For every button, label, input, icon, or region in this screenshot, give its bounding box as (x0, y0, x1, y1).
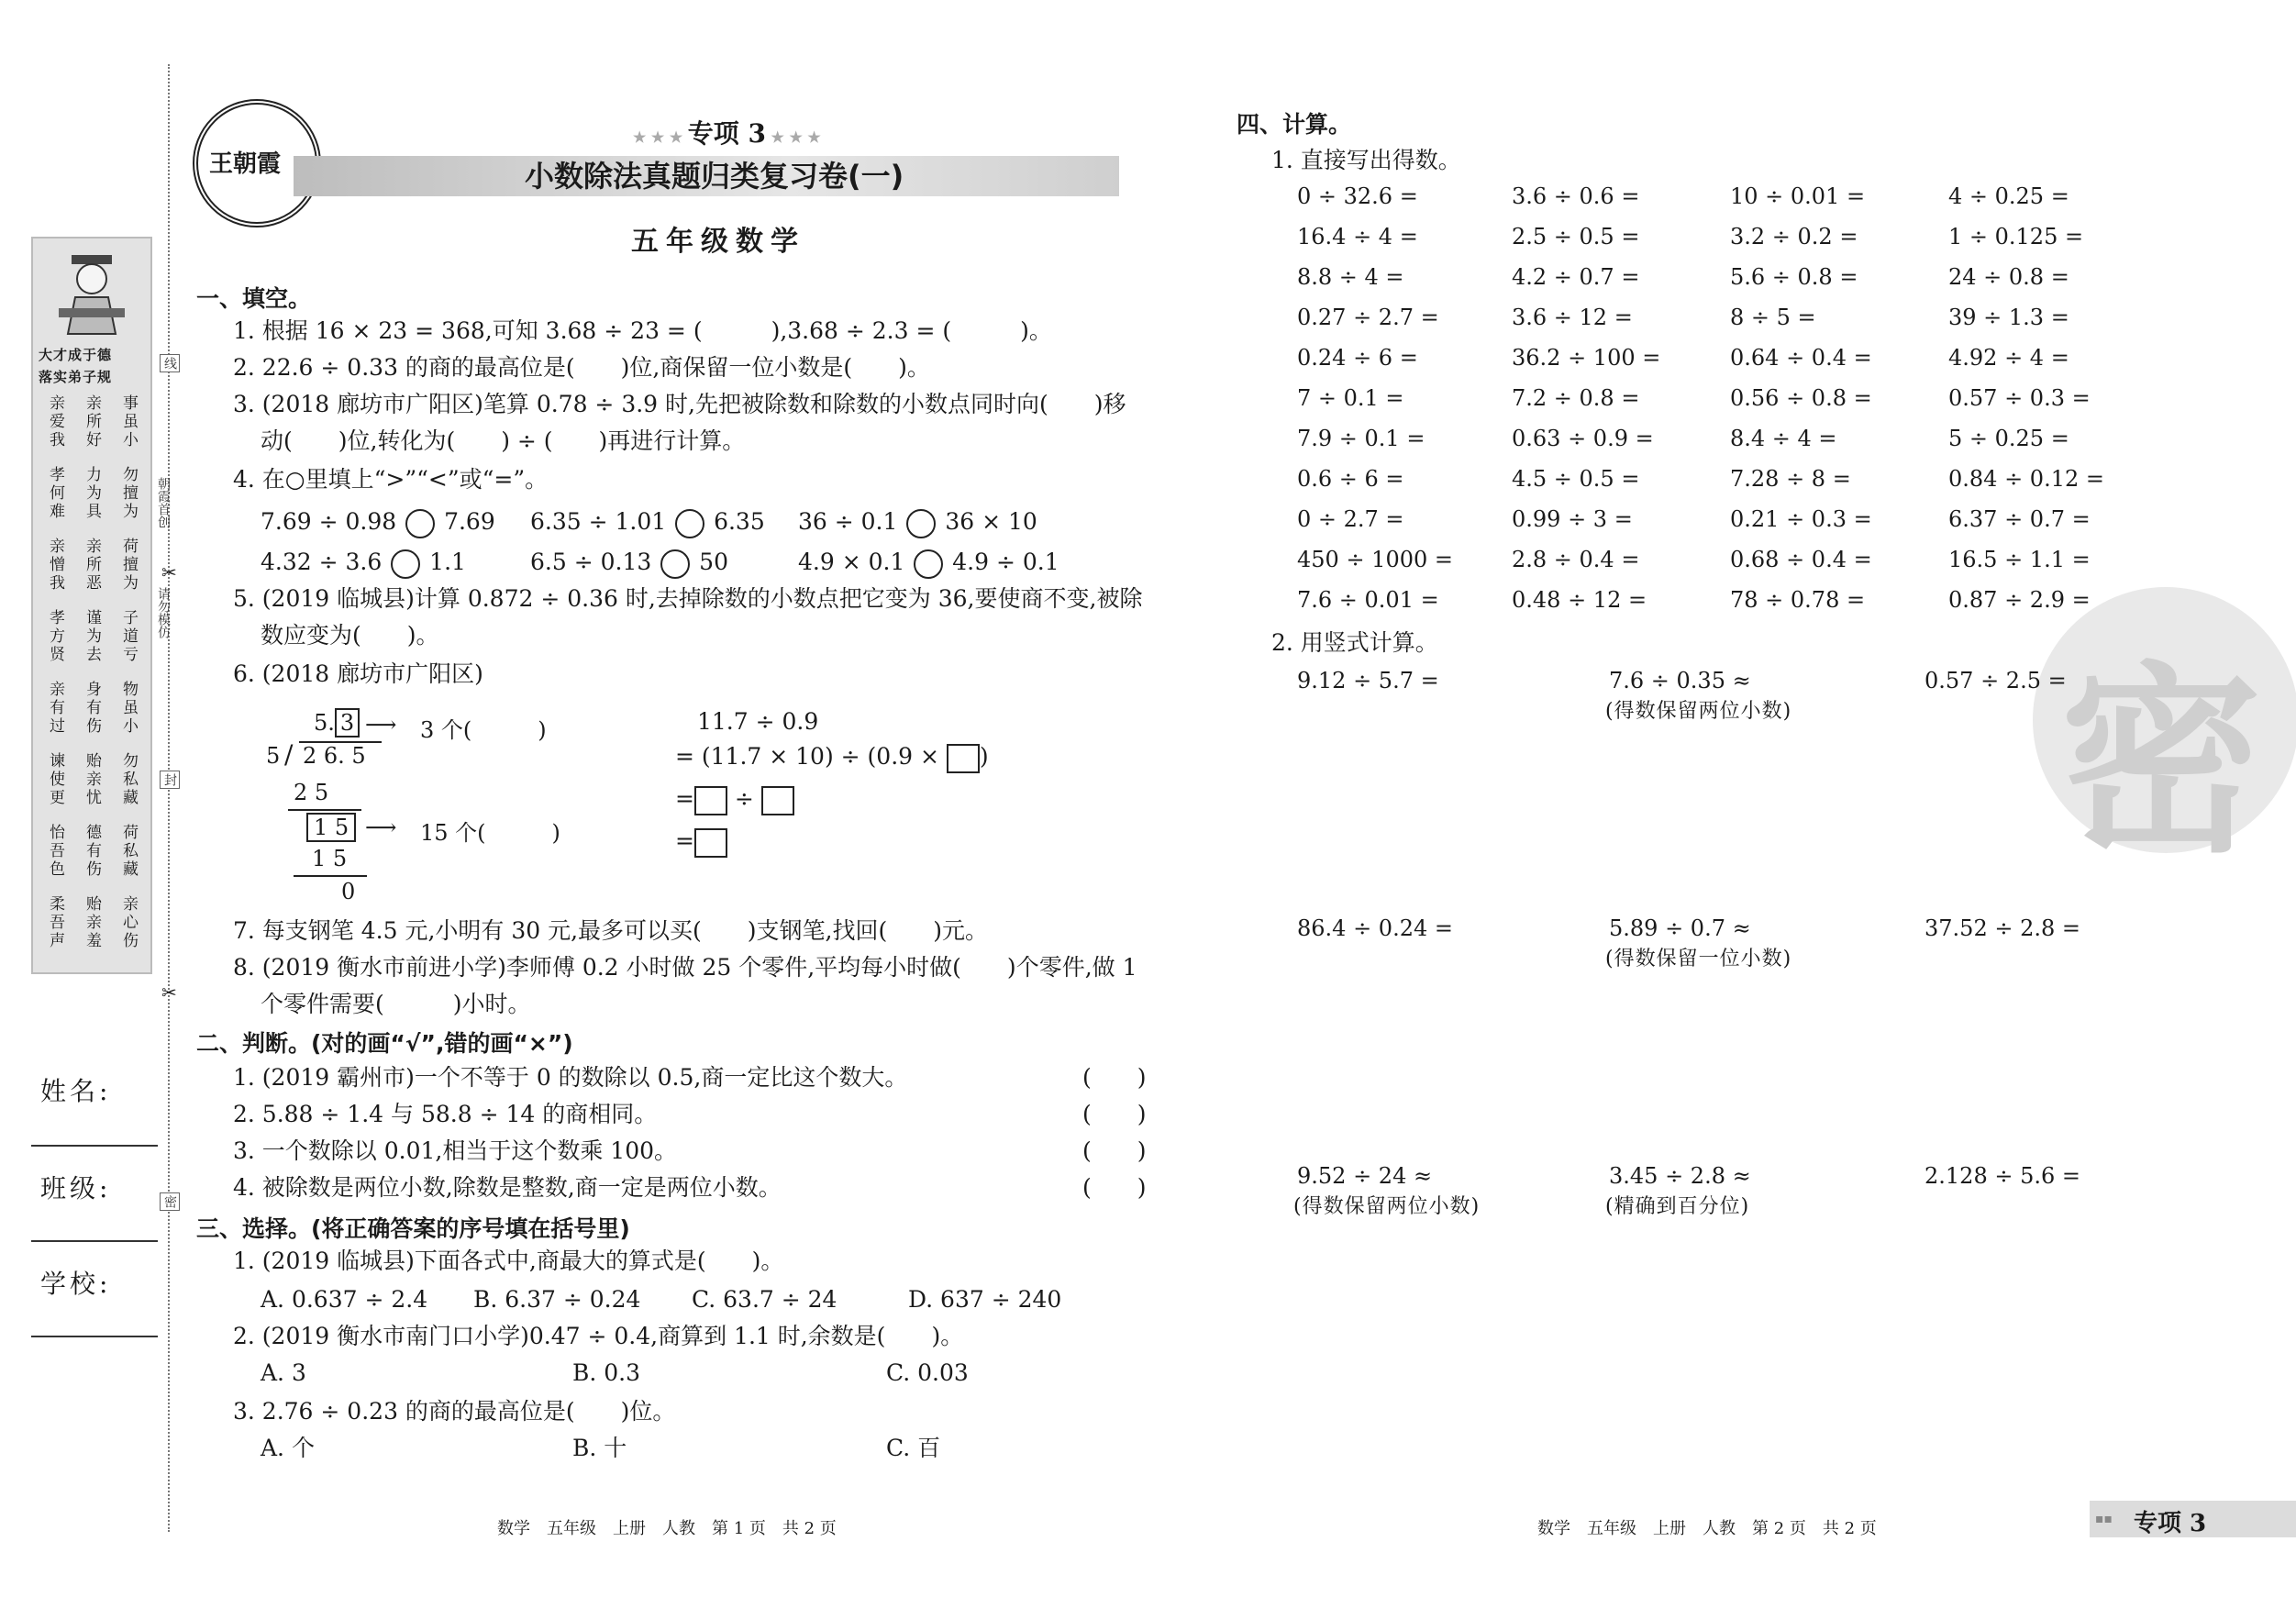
vertical-calc-expr: 0.57 ÷ 2.5 = (1924, 668, 2067, 693)
watermark-glyph: 密 (2060, 645, 2263, 880)
compare-circle[interactable] (906, 509, 936, 538)
answer-box[interactable] (761, 786, 794, 815)
calc-item: 0 ÷ 2.7 = (1297, 506, 1404, 532)
fill-q1: 1. 根据 16 × 23 = 368,可知 3.68 ÷ 23 = ( ),3.68 ÷ 2.3 = ( )。 (233, 317, 1052, 344)
calc-item: 0.68 ÷ 0.4 = (1730, 547, 1872, 572)
class-label: 班级: (40, 1173, 112, 1203)
vertical-calc-note: (得数保留两位小数) (1605, 700, 1792, 723)
choice-q2-c[interactable]: C. 0.03 (886, 1359, 969, 1386)
calc-item: 5 ÷ 0.25 = (1948, 426, 2069, 451)
binding-mark-nocopy: 请勿模仿 (156, 587, 171, 638)
eq-line-3: = ÷ (675, 783, 794, 815)
vertical-calc-expr: 86.4 ÷ 0.24 = (1297, 915, 1453, 941)
calc-item: 0.57 ÷ 0.3 = (1948, 385, 2091, 411)
choice-q2-b[interactable]: B. 0.3 (572, 1359, 641, 1386)
calc-item: 16.5 ÷ 1.1 = (1948, 547, 2091, 572)
judge-answer-2[interactable]: ( ) (1082, 1101, 1147, 1127)
note-1: 3 个( ) (420, 717, 547, 743)
dizigui-column: 物虽小 (119, 681, 138, 736)
calc-sub1: 1. 直接写出得数。 (1271, 147, 1461, 173)
fill-q3-line1: 3. (2018 廊坊市广阳区)笔算 0.78 ÷ 3.9 时,先把被除数和除数的小数点同时向( )移 (233, 391, 1126, 417)
dizigui-column: 亲爱我 (46, 394, 64, 449)
calc-item: 8 ÷ 5 = (1730, 305, 1816, 330)
page-title: 小数除法真题归类复习卷(一) (525, 159, 904, 194)
binding-mark-original: 朝霞首创 (156, 477, 171, 528)
answer-box[interactable] (694, 786, 727, 815)
choice-q3-b[interactable]: B. 十 (572, 1435, 627, 1461)
calc-item: 0.21 ÷ 0.3 = (1730, 506, 1872, 532)
binding-mark-secret: 密 (160, 1192, 180, 1211)
dizigui-column: 力为具 (83, 466, 101, 521)
calc-item: 1 ÷ 0.125 = (1948, 224, 2084, 250)
vertical-calc-expr: 5.89 ÷ 0.7 ≈ (1609, 915, 1751, 941)
arrow-icon: ⟶ (365, 815, 397, 840)
arrow-icon: ⟶ (365, 712, 397, 738)
choice-q1: 1. (2019 临城县)下面各式中,商最大的算式是( )。 (233, 1248, 784, 1274)
calc-item: 0.6 ÷ 6 = (1297, 466, 1404, 492)
vertical-calc-expr: 9.52 ÷ 24 ≈ (1297, 1163, 1433, 1189)
choice-q3: 3. 2.76 ÷ 0.23 的商的最高位是( )位。 (233, 1398, 676, 1425)
compare-circle[interactable] (405, 509, 435, 538)
calc-item: 2.5 ÷ 0.5 = (1512, 224, 1640, 250)
dizigui-text (39, 394, 147, 963)
quotient: 5. 3 (314, 710, 360, 736)
dizigui-column: 谨为去 (83, 609, 101, 664)
compare-item: 4.32 ÷ 3.6 1.1 (261, 547, 466, 579)
calc-item: 7.9 ÷ 0.1 = (1297, 426, 1425, 451)
motto-panel (31, 237, 152, 974)
fill-q8-line2: 个零件需要( )小时。 (261, 991, 531, 1017)
divisor: 5 (266, 743, 281, 769)
calc-item: 4 ÷ 0.25 = (1948, 183, 2069, 209)
name-field[interactable] (31, 1145, 158, 1147)
vertical-calc-expr: 37.52 ÷ 2.8 = (1924, 915, 2080, 941)
remainder: 0 (341, 879, 356, 904)
dizigui-column: 孝方贤 (46, 609, 64, 664)
note-2: 15 个( ) (420, 820, 560, 846)
dizigui-column: 亲所好 (83, 394, 101, 449)
vertical-calc-expr: 2.128 ÷ 5.6 = (1924, 1163, 2080, 1189)
judge-q1: 1. (2019 霸州市)一个不等于 0 的数除以 0.5,商一定比这个数大。 (233, 1064, 908, 1091)
calc-item: 0.87 ÷ 2.9 = (1948, 587, 2091, 613)
vertical-calc-expr: 9.12 ÷ 5.7 = (1297, 668, 1439, 693)
calc-item: 3.6 ÷ 12 = (1512, 305, 1633, 330)
vertical-calc-note: (得数保留两位小数) (1293, 1195, 1481, 1218)
dizigui-column: 亲所恶 (83, 538, 101, 593)
dizigui-column: 勿私藏 (119, 752, 138, 807)
judge-answer-1[interactable]: ( ) (1082, 1064, 1147, 1091)
dizigui-column: 柔吾声 (46, 895, 64, 950)
judge-answer-3[interactable]: ( ) (1082, 1137, 1147, 1164)
calc-item: 0.48 ÷ 12 = (1512, 587, 1647, 613)
compare-circle[interactable] (391, 549, 420, 579)
scholar-figure (55, 251, 128, 339)
calc-item: 8.4 ÷ 4 = (1730, 426, 1837, 451)
page-subtitle: 五年级数学 (631, 226, 805, 258)
fill-q2: 2. 22.6 ÷ 0.33 的商的最高位是( )位,商保留一位小数是( )。 (233, 354, 930, 381)
motto-line-1: 大才成于德 (39, 347, 113, 363)
calc-item: 0.24 ÷ 6 = (1297, 345, 1418, 371)
scissors-icon: ✂ (161, 561, 177, 583)
fill-q3-line2: 动( )位,转化为( ) ÷ ( )再进行计算。 (261, 427, 746, 454)
binding-line (168, 64, 170, 1532)
calc-item: 5.6 ÷ 0.8 = (1730, 264, 1858, 290)
footer-tab-label: 专项 3 (2134, 1510, 2207, 1537)
step-line (294, 875, 367, 877)
binding-mark-line: 线 (160, 354, 180, 372)
fill-q5-line2: 数应变为( )。 (261, 622, 439, 649)
step-3: 1 5 (312, 846, 348, 871)
dizigui-column: 贻亲羞 (83, 895, 101, 950)
calc-item: 450 ÷ 1000 = (1297, 547, 1453, 572)
choice-q2-a[interactable]: A. 3 (261, 1359, 306, 1386)
bracket-slash: / (284, 739, 294, 770)
tab-decor-icon: ▪▪ (2095, 1512, 2113, 1526)
calc-item: 10 ÷ 0.01 = (1730, 183, 1866, 209)
dizigui-column: 荷擅为 (119, 538, 138, 593)
calc-item: 3.6 ÷ 0.6 = (1512, 183, 1640, 209)
compare-item: 4.9 × 0.1 4.9 ÷ 0.1 (798, 547, 1059, 579)
dizigui-column: 事虽小 (119, 394, 138, 449)
judge-q2: 2. 5.88 ÷ 1.4 与 58.8 ÷ 14 的商相同。 (233, 1101, 658, 1127)
choice-q3-c[interactable]: C. 百 (886, 1435, 941, 1461)
fill-q7: 7. 每支钢笔 4.5 元,小明有 30 元,最多可以买( )支钢笔,找回( )元。 (233, 917, 989, 944)
step-line (288, 809, 361, 811)
compare-item: 36 ÷ 0.1 36 × 10 (798, 506, 1037, 538)
section-judge: 二、判断。(对的画“√”,错的画“×”) (196, 1030, 573, 1057)
judge-answer-4[interactable]: ( ) (1082, 1174, 1147, 1201)
fill-q6: 6. (2018 廊坊市广阳区) (233, 660, 483, 687)
vertical-calc-note: (得数保留一位小数) (1605, 948, 1792, 970)
calc-item: 7.2 ÷ 0.8 = (1512, 385, 1640, 411)
choice-q1-b[interactable]: B. 6.37 ÷ 0.24 (473, 1286, 641, 1313)
calc-item: 0.64 ÷ 0.4 = (1730, 345, 1872, 371)
calc-item: 7.28 ÷ 8 = (1730, 466, 1851, 492)
compare-circle[interactable] (914, 549, 943, 579)
vertical-calc-expr: 7.6 ÷ 0.35 ≈ (1609, 668, 1751, 693)
compare-item: 6.5 ÷ 0.13 50 (530, 547, 728, 579)
logo-text: 王朝霞 (209, 150, 282, 178)
compare-circle[interactable] (675, 509, 704, 538)
class-field[interactable] (31, 1240, 158, 1242)
binding-mark-seal: 封 (160, 771, 180, 789)
calc-item: 0.56 ÷ 0.8 = (1730, 385, 1872, 411)
calc-item: 4.92 ÷ 4 = (1948, 345, 2069, 371)
dizigui-column: 贻亲忧 (83, 752, 101, 807)
vertical-calc-expr: 3.45 ÷ 2.8 ≈ (1609, 1163, 1751, 1189)
dizigui-column: 勿擅为 (119, 466, 138, 521)
choice-q1-d[interactable]: D. 637 ÷ 240 (908, 1286, 1062, 1313)
choice-q3-a[interactable]: A. 个 (261, 1435, 315, 1461)
dizigui-column: 亲憎我 (46, 538, 64, 593)
scissors-icon-2: ✂ (161, 981, 177, 1004)
calc-sub2: 2. 用竖式计算。 (1271, 629, 1438, 656)
motto-line-2: 落实弟子规 (39, 369, 113, 385)
school-field[interactable] (31, 1336, 158, 1337)
calc-item: 3.2 ÷ 0.2 = (1730, 224, 1858, 250)
calc-item: 6.37 ÷ 0.7 = (1948, 506, 2091, 532)
eq-line-2: = (11.7 × 10) ÷ (0.9 × ) (675, 741, 989, 773)
dizigui-column: 亲心伤 (119, 895, 138, 950)
calc-item: 0 ÷ 32.6 = (1297, 183, 1418, 209)
calc-item: 0.99 ÷ 3 = (1512, 506, 1633, 532)
direct-calc-grid (1297, 183, 2104, 633)
calc-item: 39 ÷ 1.3 = (1948, 305, 2069, 330)
dizigui-column: 亲有过 (46, 681, 64, 736)
school-label: 学校: (40, 1269, 112, 1299)
calc-item: 4.5 ÷ 0.5 = (1512, 466, 1640, 492)
long-division (266, 706, 569, 908)
calc-item: 0.63 ÷ 0.9 = (1512, 426, 1654, 451)
dizigui-column: 子道亏 (119, 609, 138, 664)
calc-item: 78 ÷ 0.78 = (1730, 587, 1866, 613)
dizigui-column: 荷私藏 (119, 824, 138, 879)
calc-item: 4.2 ÷ 0.7 = (1512, 264, 1640, 290)
section-fill-blank: 一、填空。 (196, 285, 312, 312)
judge-q4: 4. 被除数是两位小数,除数是整数,商一定是两位小数。 (233, 1174, 782, 1201)
footer-tab (2090, 1501, 2296, 1537)
calc-item: 24 ÷ 0.8 = (1948, 264, 2069, 290)
vertical-calc-note: (精确到百分位) (1605, 1195, 1750, 1218)
fill-q8-line1: 8. (2019 衡水市前进小学)李师傅 0.2 小时做 25 个零件,平均每小时做( )个零件,做 1 (233, 954, 1137, 981)
calc-item: 36.2 ÷ 100 = (1512, 345, 1661, 371)
quotient-box: 3 (335, 708, 360, 738)
calc-item: 16.4 ÷ 4 = (1297, 224, 1418, 250)
calc-item: 7.6 ÷ 0.01 = (1297, 587, 1439, 613)
calc-item: 2.8 ÷ 0.4 = (1512, 547, 1640, 572)
dizigui-column: 德有伤 (83, 824, 101, 879)
judge-q3: 3. 一个数除以 0.01,相当于这个数乘 100。 (233, 1137, 678, 1164)
calc-item: 7 ÷ 0.1 = (1297, 385, 1404, 411)
fill-q5-line1: 5. (2019 临城县)计算 0.872 ÷ 0.36 时,去掉除数的小数点把它变为 36,要使商不变,被除 (233, 585, 1143, 612)
section-choice: 三、选择。(将正确答案的序号填在括号里) (196, 1215, 630, 1242)
fill-q4: 4. 在○里填上“>”“<”或“=”。 (233, 466, 549, 493)
dizigui-column: 谏使更 (46, 752, 64, 807)
answer-box[interactable] (947, 744, 980, 773)
dividend: 2 6. 5 (303, 743, 366, 769)
dizigui-column: 孝何难 (46, 466, 64, 521)
series-label: ★ ★ ★ 专项 3 ★ ★ ★ (633, 118, 821, 149)
section-calc: 四、计算。 (1237, 111, 1352, 138)
answer-box[interactable] (694, 828, 727, 858)
calc-item: 8.8 ÷ 4 = (1297, 264, 1404, 290)
name-label: 姓名: (40, 1076, 112, 1106)
calc-item: 0.84 ÷ 0.12 = (1948, 466, 2104, 492)
footer-right: 数学 五年级 上册 人教 第 2 页 共 2 页 (1537, 1519, 1877, 1538)
compare-circle[interactable] (660, 549, 690, 579)
step-2: 1 5 (306, 813, 356, 842)
star-icon: ★ ★ ★ (633, 128, 688, 146)
eq-line-4: = (675, 826, 727, 858)
calc-item: 0.27 ÷ 2.7 = (1297, 305, 1439, 330)
star-icon: ★ ★ ★ (765, 128, 821, 146)
footer-left: 数学 五年级 上册 人教 第 1 页 共 2 页 (497, 1519, 837, 1538)
vertical-calc-grid (1293, 668, 2104, 1237)
step-1: 2 5 (294, 780, 329, 805)
compare-item: 7.69 ÷ 0.98 7.69 (261, 506, 495, 538)
choice-q1-a[interactable]: A. 0.637 ÷ 2.4 (261, 1286, 428, 1313)
dizigui-column: 怡吾色 (46, 824, 64, 879)
compare-item: 6.35 ÷ 1.01 6.35 (530, 506, 765, 538)
choice-q1-c[interactable]: C. 63.7 ÷ 24 (692, 1286, 837, 1313)
choice-q2: 2. (2019 衡水市南门口小学)0.47 ÷ 0.4,商算到 1.1 时,余数是( )。 (233, 1323, 964, 1349)
dizigui-column: 身有伤 (83, 681, 101, 736)
eq-line-1: 11.7 ÷ 0.9 (697, 708, 819, 735)
